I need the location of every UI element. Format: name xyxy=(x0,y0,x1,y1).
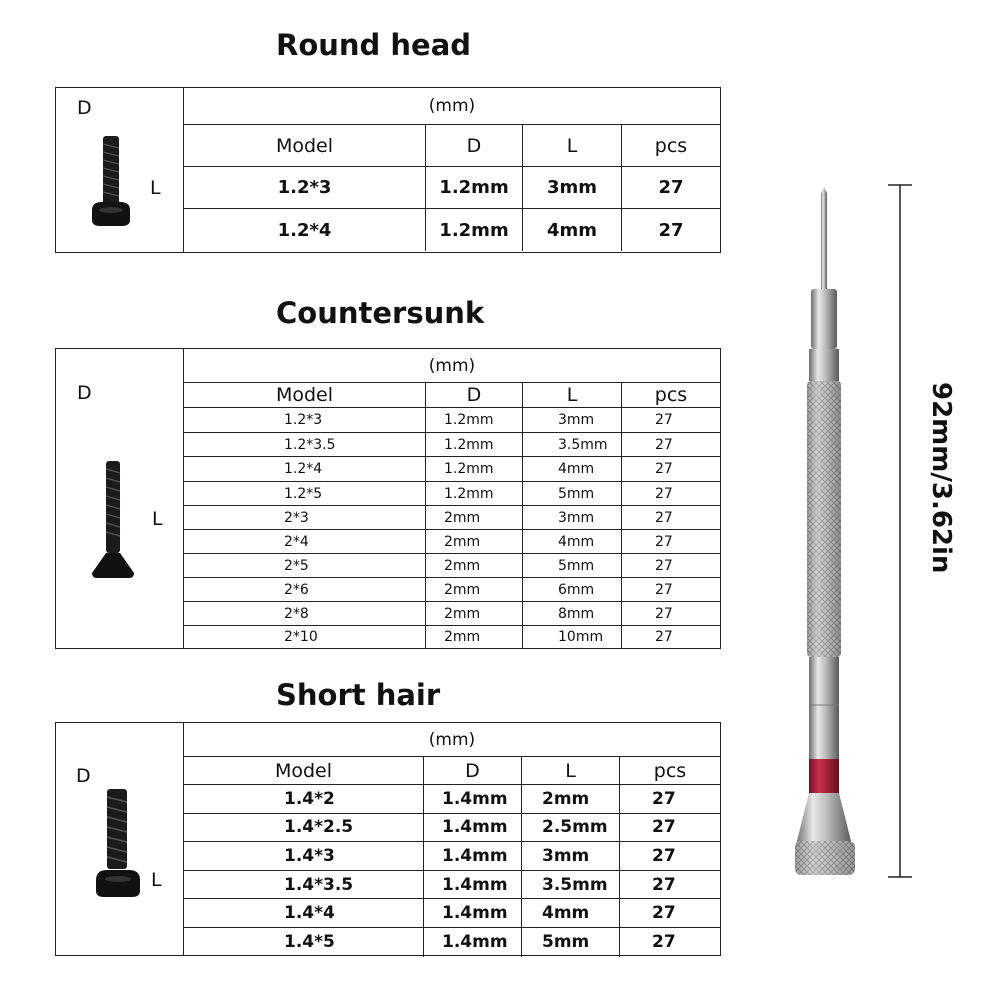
countersunk-title: Countersunk xyxy=(276,296,485,330)
unit-header-row xyxy=(184,349,720,383)
dimension-line xyxy=(885,182,915,882)
cell-l: 3mm xyxy=(522,842,620,870)
table-row xyxy=(184,602,720,626)
cell-d: 2mm xyxy=(426,554,523,577)
column-header-l: L xyxy=(522,757,620,784)
table-row xyxy=(184,482,720,506)
round-head-screw-icon xyxy=(86,132,136,242)
table-row xyxy=(184,578,720,602)
cell-model: 1.2*3 xyxy=(184,408,426,432)
column-header-model: Model xyxy=(184,383,426,407)
table-row xyxy=(184,928,720,957)
cell-d: 1.4mm xyxy=(424,871,522,899)
cell-d: 2mm xyxy=(426,602,523,625)
short-hair-title: Short hair xyxy=(276,678,441,712)
column-header-pcs: pcs xyxy=(654,384,688,406)
cell-l: 4mm xyxy=(523,209,622,251)
cell-pcs: 27 xyxy=(652,874,676,895)
cell-d: 1.2mm xyxy=(426,209,523,251)
cell-pcs: 27 xyxy=(655,581,673,598)
cell-d: 1.2mm xyxy=(426,433,523,456)
cell-d: 1.2mm xyxy=(426,408,523,432)
cell-pcs: 27 xyxy=(655,509,673,526)
cell-l: 2.5mm xyxy=(522,814,620,842)
short-hair-screw-icon xyxy=(93,785,143,905)
cell-pcs: 27 xyxy=(655,412,673,428)
table-row xyxy=(184,814,720,843)
cell-model: 1.4*3.5 xyxy=(184,871,424,899)
diameter-label: D xyxy=(77,382,92,404)
red-band xyxy=(809,759,839,793)
cell-d: 2mm xyxy=(426,626,523,648)
cell-model: 2*6 xyxy=(184,578,426,601)
table-row xyxy=(184,167,720,209)
cell-model: 1.4*3 xyxy=(184,842,424,870)
length-dimension-label: 92mm/3.62in xyxy=(926,382,956,574)
cell-model: 1.4*2 xyxy=(184,785,424,813)
cell-pcs: 27 xyxy=(652,817,676,838)
cell-l: 4mm xyxy=(522,899,620,927)
unit-header-row xyxy=(184,723,720,757)
cell-l: 3mm xyxy=(523,408,622,432)
cell-d: 2mm xyxy=(426,578,523,601)
cell-d: 1.4mm xyxy=(424,785,522,813)
cell-l: 5mm xyxy=(523,554,622,577)
countersunk-table xyxy=(55,348,721,649)
cell-pcs: 27 xyxy=(652,845,676,866)
cell-l: 3mm xyxy=(523,167,622,208)
table-row xyxy=(184,871,720,900)
cell-d: 2mm xyxy=(426,506,523,529)
cell-l: 8mm xyxy=(523,602,622,625)
cell-pcs: 27 xyxy=(652,903,676,924)
cell-model: 1.2*3 xyxy=(184,167,426,208)
cell-l: 5mm xyxy=(522,928,620,957)
cell-pcs: 27 xyxy=(658,177,684,198)
table-row xyxy=(184,408,720,433)
table-row xyxy=(184,433,720,457)
column-header-l: L xyxy=(523,383,622,407)
cell-d: 1.2mm xyxy=(426,482,523,505)
cell-d: 1.2mm xyxy=(426,167,523,208)
cell-l: 3mm xyxy=(523,506,622,529)
column-header-row xyxy=(184,125,720,167)
cell-model: 2*4 xyxy=(184,530,426,553)
cell-l: 3.5mm xyxy=(523,433,622,456)
countersunk-grid xyxy=(184,349,720,648)
column-header-model: Model xyxy=(184,125,426,166)
unit-header: (mm) xyxy=(428,355,476,376)
short-hair-grid xyxy=(184,723,720,955)
column-header-row xyxy=(184,757,720,785)
cell-pcs: 27 xyxy=(658,219,684,241)
table-row xyxy=(184,457,720,482)
countersunk-screw-icon xyxy=(89,457,139,582)
cell-pcs: 27 xyxy=(652,788,676,809)
precision-screwdriver-image xyxy=(780,185,870,885)
table-row xyxy=(184,530,720,554)
short-hair-image-cell xyxy=(56,723,184,955)
cell-l: 10mm xyxy=(523,626,622,648)
cell-l: 2mm xyxy=(522,785,620,813)
cell-d: 1.4mm xyxy=(424,814,522,842)
cell-pcs: 27 xyxy=(655,629,673,645)
table-row xyxy=(184,899,720,928)
round-head-image-cell xyxy=(56,88,184,252)
cell-model: 1.4*2.5 xyxy=(184,814,424,842)
round-head-grid xyxy=(184,88,720,252)
diameter-label: D xyxy=(77,97,92,119)
cell-d: 1.2mm xyxy=(426,457,523,481)
column-header-d: D xyxy=(424,757,522,784)
cell-pcs: 27 xyxy=(655,533,673,550)
column-header-pcs: pcs xyxy=(653,759,687,782)
cell-pcs: 27 xyxy=(655,557,673,574)
diameter-label: D xyxy=(76,765,91,787)
cell-pcs: 27 xyxy=(655,485,673,502)
unit-header: (mm) xyxy=(428,96,476,116)
length-label: L xyxy=(152,508,163,530)
cell-model: 2*5 xyxy=(184,554,426,577)
cell-pcs: 27 xyxy=(655,436,673,453)
column-header-d: D xyxy=(426,383,523,407)
round-head-title: Round head xyxy=(276,28,472,62)
round-head-table xyxy=(55,87,721,253)
length-label: L xyxy=(150,177,161,199)
column-header-d: D xyxy=(426,125,523,166)
cell-l: 4mm xyxy=(523,530,622,553)
column-header-pcs: pcs xyxy=(654,134,688,157)
table-row xyxy=(184,785,720,814)
cell-pcs: 27 xyxy=(655,461,673,477)
cell-l: 3.5mm xyxy=(522,871,620,899)
column-header-row xyxy=(184,383,720,408)
cell-pcs: 27 xyxy=(655,605,673,622)
cell-model: 2*8 xyxy=(184,602,426,625)
cell-model: 1.4*4 xyxy=(184,899,424,927)
table-row xyxy=(184,626,720,648)
cell-d: 1.4mm xyxy=(424,899,522,927)
cell-model: 1.2*3.5 xyxy=(184,433,426,456)
cell-pcs: 27 xyxy=(652,932,676,953)
cell-d: 2mm xyxy=(426,530,523,553)
table-row xyxy=(184,506,720,530)
cell-model: 1.2*4 xyxy=(184,457,426,481)
table-row xyxy=(184,842,720,871)
column-header-l: L xyxy=(523,125,622,166)
cell-model: 2*10 xyxy=(184,626,426,648)
cell-d: 1.4mm xyxy=(424,928,522,957)
column-header-model: Model xyxy=(184,757,424,784)
table-row xyxy=(184,554,720,578)
cell-l: 5mm xyxy=(523,482,622,505)
cell-l: 6mm xyxy=(523,578,622,601)
length-label: L xyxy=(151,869,162,891)
cell-model: 1.4*5 xyxy=(184,928,424,957)
unit-header: (mm) xyxy=(428,729,476,750)
cell-model: 1.2*5 xyxy=(184,482,426,505)
countersunk-image-cell xyxy=(56,349,184,648)
cell-l: 4mm xyxy=(523,457,622,481)
cell-model: 2*3 xyxy=(184,506,426,529)
cell-model: 1.2*4 xyxy=(184,209,426,251)
short-hair-table xyxy=(55,722,721,956)
table-row xyxy=(184,209,720,251)
cell-d: 1.4mm xyxy=(424,842,522,870)
unit-header-row xyxy=(184,88,720,125)
